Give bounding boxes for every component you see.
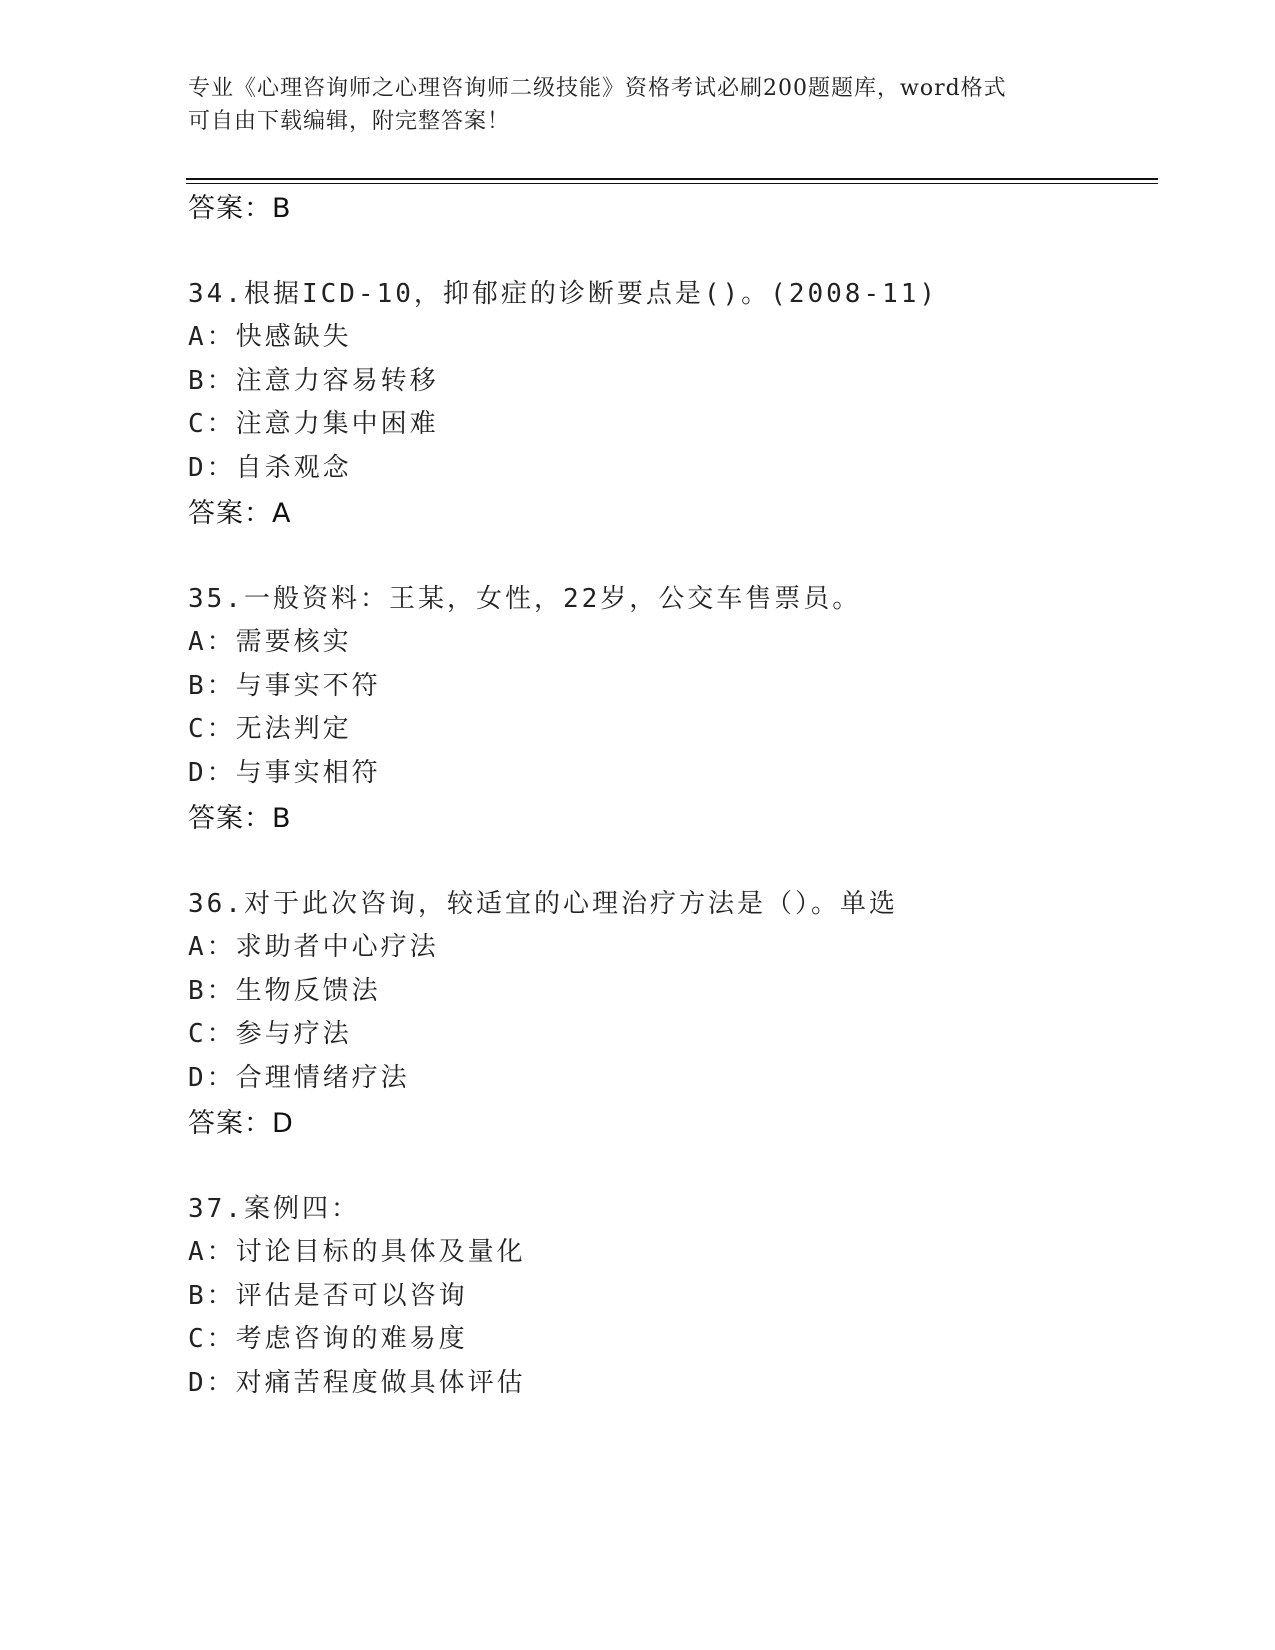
option-c: C：无法判定 <box>188 714 352 744</box>
header-rule-thin <box>186 183 1158 184</box>
answer-line: 答案：B <box>188 193 292 224</box>
option-d: D：自杀观念 <box>188 453 352 483</box>
option-c: C：考虑咨询的难易度 <box>188 1324 468 1354</box>
answer-line: 答案：A <box>188 498 292 529</box>
option-c: C：注意力集中困难 <box>188 409 439 439</box>
option-b: B：生物反馈法 <box>188 976 381 1006</box>
question-stem: 34.根据ICD-10，抑郁症的诊断要点是()。(2008-11) <box>188 279 939 309</box>
answer-line: 答案：D <box>188 1108 294 1139</box>
option-b: B：评估是否可以咨询 <box>188 1281 468 1311</box>
option-d: D：对痛苦程度做具体评估 <box>188 1368 526 1398</box>
question-stem: 36.对于此次咨询，较适宜的心理治疗方法是（）。单选 <box>188 889 898 919</box>
option-a: A：讨论目标的具体及量化 <box>188 1237 526 1267</box>
option-a: A：需要核实 <box>188 627 352 657</box>
option-a: A：求助者中心疗法 <box>188 932 439 962</box>
question-stem: 37.案例四： <box>188 1194 360 1224</box>
option-b: B：注意力容易转移 <box>188 366 439 396</box>
header-line-1: 专业《心理咨询师之心理咨询师二级技能》资格考试必刷200题题库，word格式 <box>188 76 1007 101</box>
option-c: C：参与疗法 <box>188 1019 352 1049</box>
answer-line: 答案：B <box>188 803 292 834</box>
header-line-2: 可自由下载编辑，附完整答案！ <box>188 109 511 134</box>
question-stem: 35.一般资料：王某，女性，22岁，公交车售票员。 <box>188 584 862 614</box>
document-header <box>188 72 1088 138</box>
option-d: D：与事实相符 <box>188 758 381 788</box>
option-d: D：合理情绪疗法 <box>188 1063 410 1093</box>
option-b: B：与事实不符 <box>188 671 381 701</box>
header-rule-thick <box>186 178 1158 180</box>
option-a: A：快感缺失 <box>188 322 352 352</box>
